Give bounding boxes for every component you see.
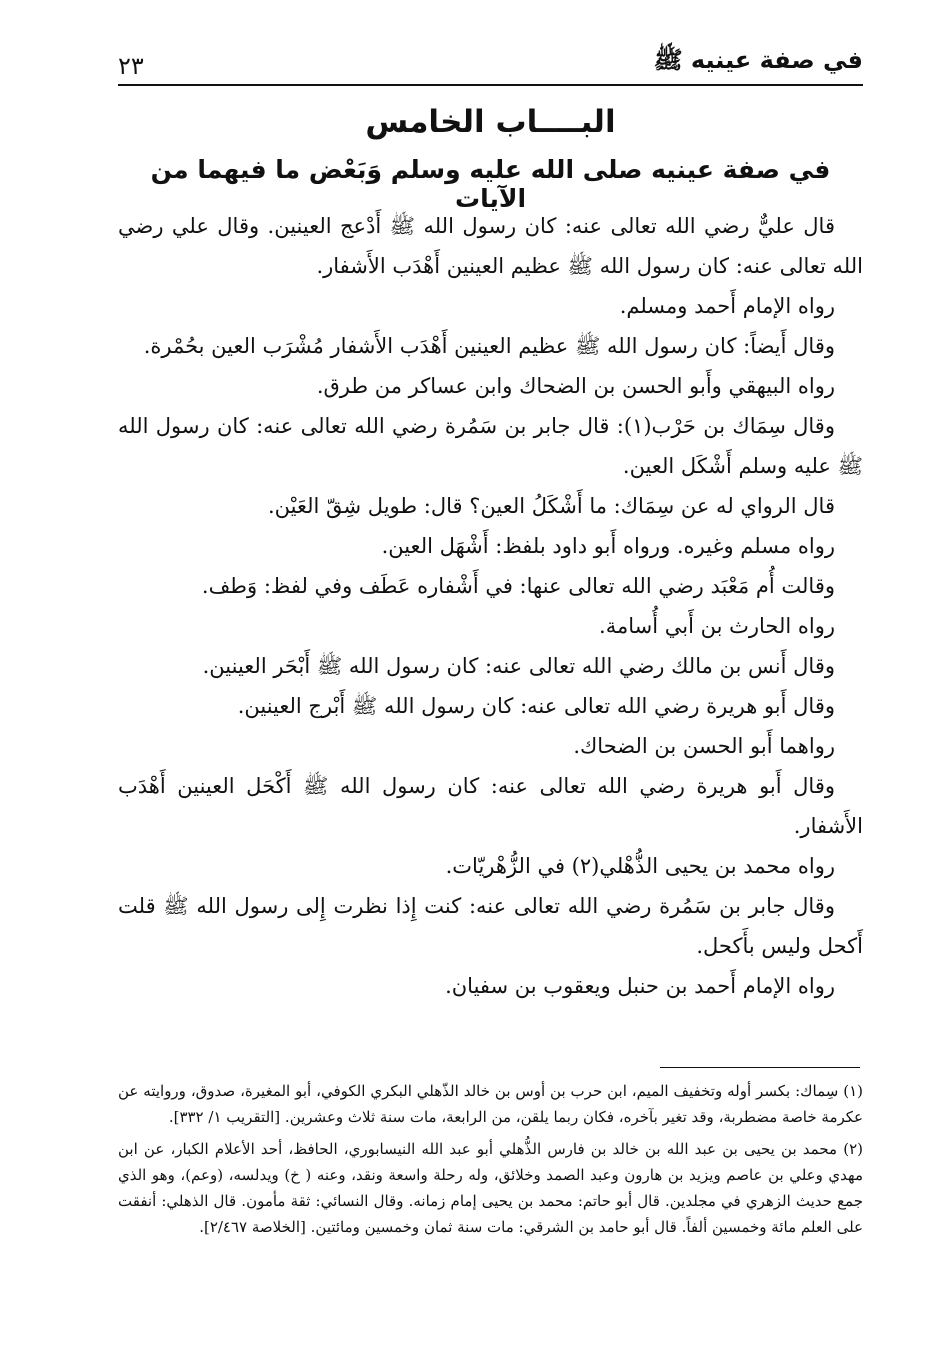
footnote: (١) سِماك: بكسر أوله وتخفيف الميم، ابن حرب بن أوس بن خالد الذّهلي البكري الكوفي، أبو المغيرة، صدوق، وروايته عن عكرمة خاصة مضطربة، وقد تغير بآخره، فكان ربما يلقن، من الرابعة، مات سنة ثلاث وعشرين. [التقريب ١/ ٣٣٢]. [118, 1082, 863, 1126]
paragraph: رواه الإمام أَحمد بن حنبل ويعقوب بن سفيان. [445, 974, 835, 998]
paragraph: رواه الحارث بن أَبي أُسامة. [599, 614, 835, 638]
paragraph: قال عليٌّ رضي الله تعالى عنه: كان رسول الله ﷺ أَدْعج العينين. وقال علي رضي الله تعالى عنه: كان رسول الله ﷺ عظيم العينين أَهْدَب الأَشفار. [118, 214, 863, 278]
paragraph: رواه الإمام أَحمد ومسلم. [619, 294, 835, 318]
page-number: ٢٣ [118, 52, 144, 80]
paragraph: وقال أَنس بن مالك رضي الله تعالى عنه: كان رسول الله ﷺ أَبْحَر العينين. [202, 654, 835, 678]
paragraph: وقال جابر بن سَمُرة رضي الله تعالى عنه: كنت إِذا نظرت إِلى رسول الله ﷺ قلت أَكحل وليس بأَكحل. [118, 894, 863, 958]
running-title: في صفة عينيه ﷺ [653, 46, 863, 74]
paragraph: وقال أَبو هريرة رضي الله تعالى عنه: كان رسول الله ﷺ أَكْحَل العينين أَهْدَب الأَشفار. [118, 774, 863, 838]
footnote: (٢) محمد بن يحيى بن عبد الله بن خالد بن فارس الذُّهلي أبو عبد الله النيسابوري، الحافظ، أحد الأعلام الكبار، عن ابن مهدي وعلي بن عاصم ويزيد بن هارون وعبد الصمد وخلائق، وله رحلة واسعة ونقد، وعنه ( خ) ويدلسه، (وعم)، وهو الذي جمع حديث الزهري في مجلدين. قال أبو حاتم: محمد بن يحيى إمام زمانه. وقال النسائي: ثقة مأمون. قال الذهلي: أنفقت على العلم مائة وخمسين ألفاً. قال أبو حامد بن الشرقي: مات سنة ثمان وخمسين ومائتين. [الخلاصة ٢/٤٦٧]. [118, 1140, 863, 1236]
paragraph: وقال أَبو هريرة رضي الله تعالى عنه: كان رسول الله ﷺ أَبْرج العينين. [237, 694, 835, 718]
body-text [118, 206, 863, 1006]
paragraph: وقال سِمَاك بن حَرْب(١): قال جابر بن سَمُرة رضي الله تعالى عنه: كان رسول الله ﷺ عليه وسلم أَشْكَل العين. [118, 414, 863, 478]
chapter-title: البــــاب الخامس [365, 104, 616, 140]
paragraph: وقال أَيضاً: كان رسول الله ﷺ عظيم العينين أَهْدَب الأَشفار مُشْرَب العين بحُمْرة. [143, 334, 835, 358]
paragraph: رواه مسلم وغيره. ورواه أَبو داود بلفظ: أَشْهَل العين. [381, 534, 835, 558]
footnote-separator [660, 1067, 860, 1068]
paragraph: رواهما أَبو الحسن بن الضحاك. [573, 734, 835, 758]
paragraph: رواه البيهقي وأَبو الحسن بن الضحاك وابن عساكر من طرق. [316, 374, 835, 398]
paragraph: قال الرواي له عن سِمَاك: ما أَشْكَلُ العين؟ قال: طويل شِقّ العَيْن. [267, 494, 835, 518]
chapter-subtitle: في صفة عينيه صلى الله عليه وسلم وَبَعْض ما فيهما من الآيات [150, 155, 831, 213]
paragraph: وقالت أُم مَعْبَد رضي الله تعالى عنها: في أَشْفاره عَطَف وفي لفظ: وَطف. [201, 574, 835, 598]
paragraph: رواه محمد بن يحيى الذُّهْلي(٢) في الزُّهْريّات. [445, 854, 835, 878]
footnotes [118, 1078, 863, 1246]
running-header [118, 44, 863, 86]
